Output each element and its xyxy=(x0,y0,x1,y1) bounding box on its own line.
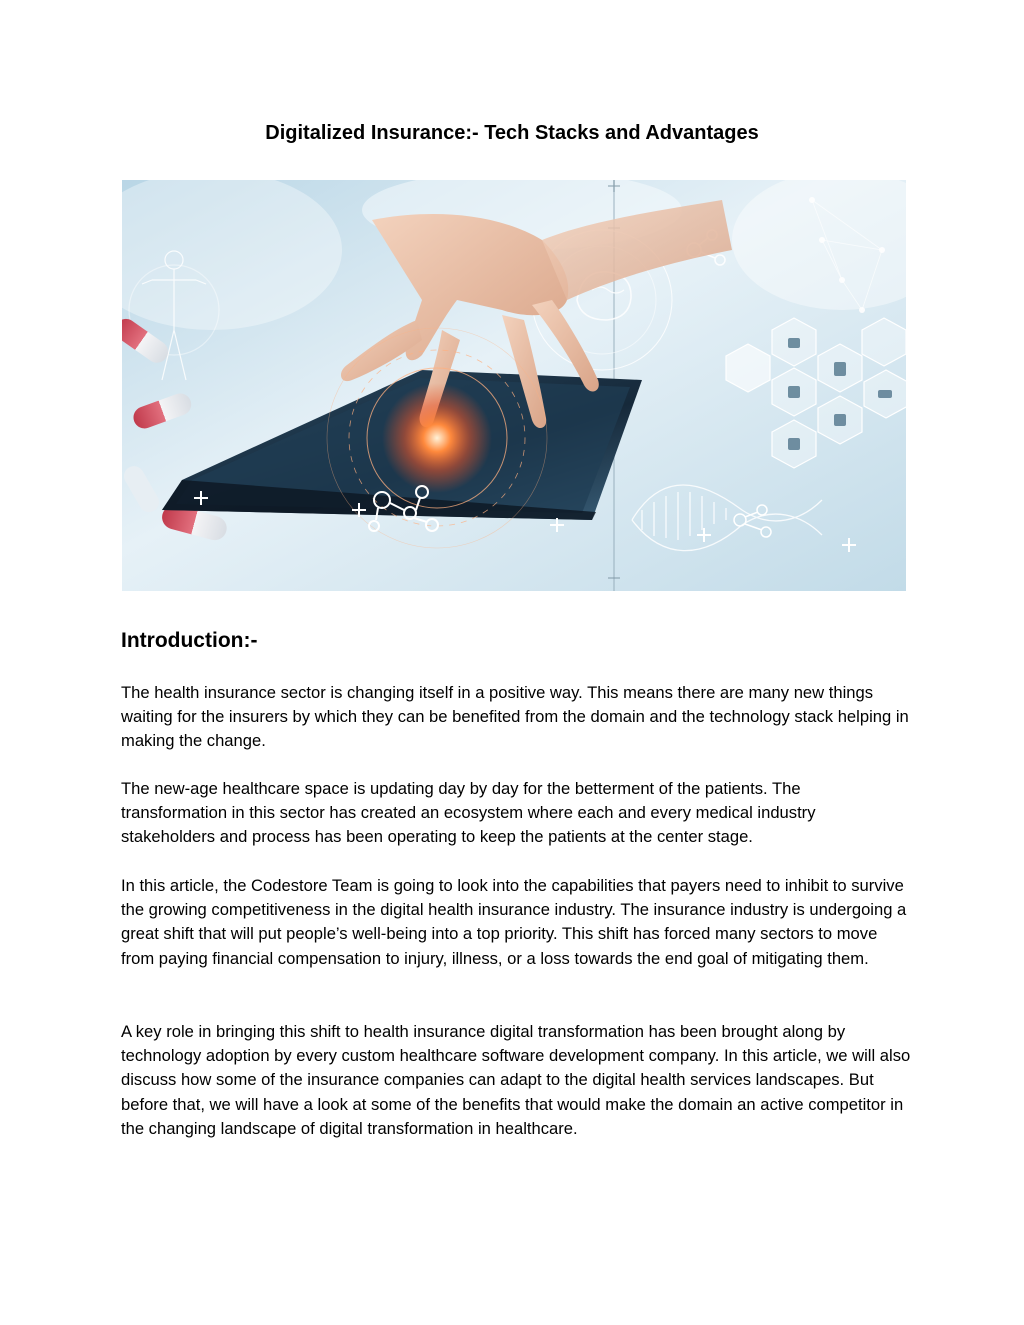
introduction-heading: Introduction:- xyxy=(121,629,258,652)
paragraph: In this article, the Codestore Team is going to look into the capabilities that payers need to inhibit to survive the growing competitiveness in the digital health insurance industry. The insurance industry is undergoing a great shift that will put people’s well-being into a top priority. This shift has forced many sectors to move from paying financial compensation to injury, illness, or a loss towards the end goal of mitigating them. xyxy=(121,876,907,968)
document-title: Digitalized Insurance:- Tech Stacks and Advantages xyxy=(265,122,759,144)
paragraph: A key role in bringing this shift to health insurance digital transformation has been brought along by technology adoption by every custom healthcare software development company. In this article, we will also discuss how some of the insurance companies can adapt to the digital health services landscapes. But before that, we will have a look at some of the benefits that would make the domain an active competitor in the changing landscape of digital transformation in healthcare. xyxy=(121,1022,911,1138)
paragraph: The new-age healthcare space is updating day by day for the betterment of the patients. The transformation in this sector has created an ecosystem where each and every medical industry stakeholders and process has been operating to keep the patients at the center stage. xyxy=(121,779,816,847)
paragraph: The health insurance sector is changing itself in a positive way. This means there are many new things waiting for the insurers by which they can be benefited from the domain and the technology stack helping in making the change. xyxy=(121,683,909,751)
hero-photo-icon xyxy=(122,180,906,591)
hero-image xyxy=(122,180,906,591)
